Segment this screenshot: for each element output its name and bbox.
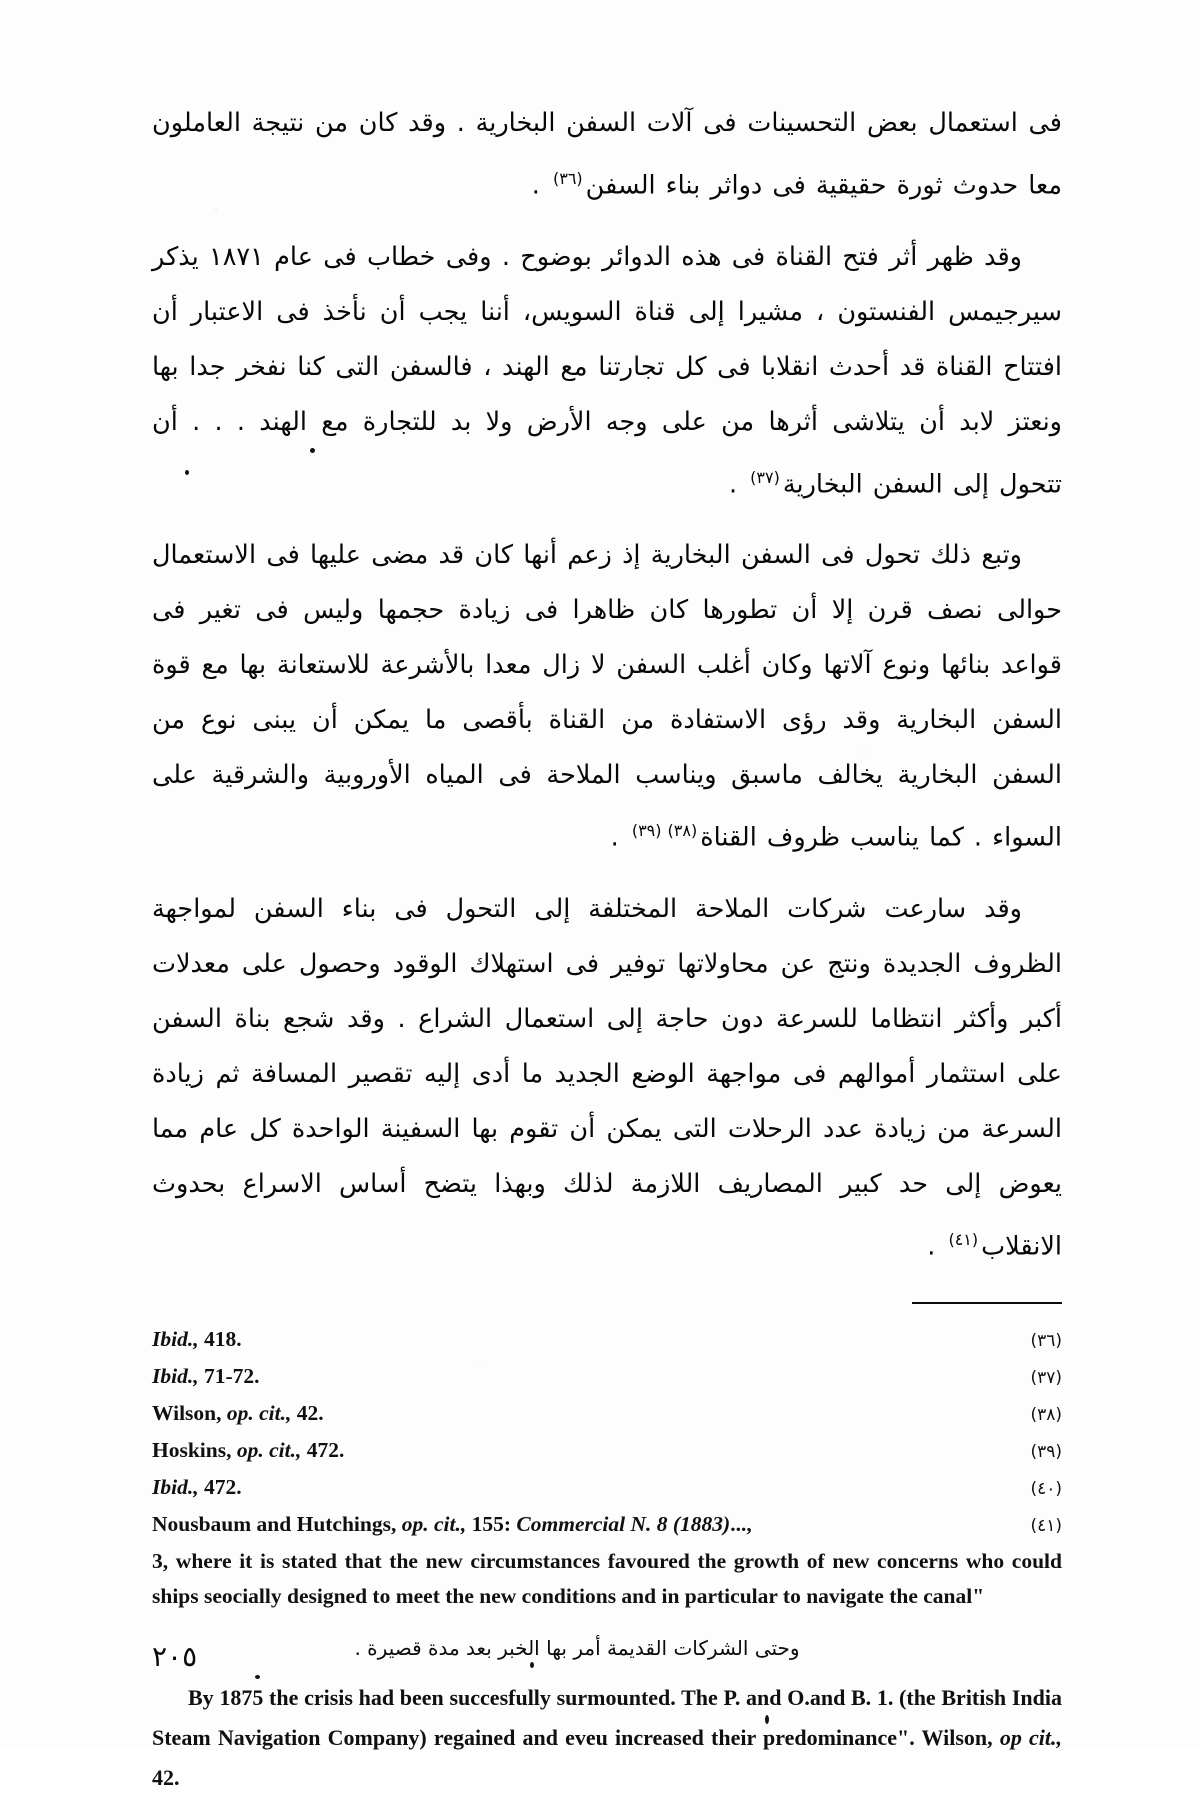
footnote-author: Nousbaum and Hutchings, xyxy=(152,1512,402,1536)
page-content xyxy=(152,96,1062,1798)
footnote-source-italic: op. cit., xyxy=(401,1512,467,1536)
footnote-number: (٣٧) xyxy=(1030,1368,1062,1388)
footnote-source-italic: Ibid., xyxy=(152,1364,199,1388)
footnote-source-italic: op. cit., xyxy=(236,1438,302,1462)
footnote-number: (٤١) xyxy=(1030,1516,1062,1536)
arabic-body-text xyxy=(152,96,1062,1274)
footnote-source-italic: op. cit., xyxy=(226,1401,292,1425)
footnote-text xyxy=(152,1396,324,1431)
paragraph-3-text: وتبع ذلك تحول فى السفن البخارية إذ زعم أنها كان قد مضى عليها فى الاستعمال حوالى نصف قرن إلا أن تطورها كان ظاهرا فى زيادة حجمها وليس فى تغير فى قواعد بنائها ونوع آلاتها وكان أغلب السفن لا زال معدا بالأشرعة للاستعانة بها مع قوة السفن البخارية وقد رؤى الاستفادة من القناة بأقصى ما يمكن أن يبنى نوع من السفن البخارية يخالف ماسبق ويناسب الملاحة فى المياه الأوروبية والشرقية على السواء . كما يناسب ظروف القناة xyxy=(152,540,1062,853)
body-paragraph-4: وقد سارعت شركات الملاحة المختلفة إلى التحول فى بناء السفن لمواجهة الظروف الجديدة ونتج عن محاولاتها توفير فى استهلاك الوقود وحصول على معدلات أكبر وأكثر انتظاما للسرعة دون حاجة إلى استعمال الشراع . وقد شجع بناة السفن على استثمار أموالهم فى مواجهة الوضع الجديد ما أدى إليه تقصير المسافة ثم زيادة السرعة من زيادة عدد الرحلات التى يمكن أن تقوم بها السفينة الواحدة كل عام مما يعوض إلى حد كبير المصاريف اللازمة لذلك وبهذا يتضح أساس الاسراع بحدوث الانقلاب$^{(٤١)}$ . xyxy=(152,893,1062,1261)
footnote-text xyxy=(152,1507,752,1542)
english-paragraph-citation-page: 42. xyxy=(152,1765,180,1790)
body-paragraph-3: وتبع ذلك تحول فى السفن البخارية إذ زعم أنها كان قد مضى عليها فى الاستعمال حوالى نصف قرن إلا أن تطورها كان ظاهرا فى زيادة حجمها وليس فى تغير فى قواعد بنائها ونوع آلاتها وكان أغلب السفن لا زال معدا بالأشرعة للاستعانة بها مع قوة السفن البخارية وقد رؤى الاستفادة من القناة بأقصى ما يمكن أن يبنى نوع من السفن البخارية يخالف ماسبق ويناسب الملاحة فى المياه الأوروبية والشرقية على السواء . كما يناسب ظروف القناة$^{(٣٨)(٣٩)}$ . xyxy=(152,540,1062,853)
footnote-arabic-note: وحتى الشركات القديمة أمر بها الخبر بعد مدة قصيرة . xyxy=(354,1636,800,1660)
footnote-text xyxy=(152,1322,242,1357)
english-paragraph-citation-italic: op cit., xyxy=(999,1725,1062,1750)
footnote-marker-39: (٣٩) xyxy=(631,821,662,840)
footnote-number: (٣٨) xyxy=(1030,1405,1062,1425)
footnote-page: 418. xyxy=(198,1327,242,1351)
english-paragraph-rest: and B. 1. (the British India Steam Navigation Company) regained and eveu increased their predominance". Wilson, xyxy=(152,1685,1062,1750)
paragraph-1-text: فى استعمال بعض التحسينات فى آلات السفن البخارية . وقد كان من نتيجة العاملون معا حدوث ثورة حقيقية فى دواثر بناء السفن xyxy=(152,108,1062,201)
body-paragraph-1: فى استعمال بعض التحسينات فى آلات السفن البخارية . وقد كان من نتيجة العاملون معا حدوث ثورة حقيقية فى دواثر بناء السفن$^{(٣٦)}$ . xyxy=(152,108,1062,201)
paragraph-2-text: وقد ظهر أثر فتح القناة فى هذه الدوائر بوضوح . وفى خطاب فى عام ١٨٧١ يذكر سيرجيمس الفنستون ، مشيرا إلى قناة السويس، أننا يجب أن نأخذ فى الاعتبار أن افتتاح القناة قد أحدث انقلابا فى كل تجارتنا مع الهند ، فالسفن التى كنا نفخر جدا بها ونعتز لابد أن يتلاشى أثرها من على وجه الأرض ولا بد للتجارة مع الهند . . . أن تتحول إلى السفن البخارية xyxy=(152,241,1062,499)
footnote-separator-wrap xyxy=(152,1302,1062,1314)
footnote-row xyxy=(152,1433,1062,1470)
footnote-number: (٣٦) xyxy=(1030,1331,1062,1351)
paragraph-4-text: وقد سارعت شركات الملاحة المختلفة إلى التحول فى بناء السفن لمواجهة الظروف الجديدة ونتج عن محاولاتها توفير فى استهلاك الوقود وحصول على معدلات أكبر وأكثر انتظاما للسرعة دون حاجة إلى استعمال الشراع . وقد شجع بناة السفن على استثمار أموالهم فى مواجهة الوضع الجديد ما أدى إليه تقصير المسافة ثم زيادة السرعة من زيادة عدد الرحلات التى يمكن أن تقوم بها السفينة الواحدة كل عام مما يعوض إلى حد كبير المصاريف اللازمة لذلك وبهذا يتضح أساس الاسراع بحدوث الانقلاب xyxy=(152,893,1062,1261)
footnote-continuation: 3, where it is stated that the new circumstances favoured the growth of new concerns who could ships seocially designed to meet the new conditions and in particular to navigate the canal" xyxy=(152,1549,1062,1608)
footnote-page: 155: xyxy=(466,1512,517,1536)
page-number: ٢٠٥ xyxy=(152,1640,198,1673)
footnote-page: 472. xyxy=(301,1438,345,1462)
footnote-text xyxy=(152,1359,260,1394)
footnote-page: 42. xyxy=(291,1401,324,1425)
footnote-author: Wilson, xyxy=(152,1401,227,1425)
footnote-marker-38: (٣٨) xyxy=(667,821,698,840)
footnote-row xyxy=(152,1470,1062,1507)
footnote-source-italic: Ibid., xyxy=(152,1475,199,1499)
footnote-row xyxy=(152,1322,1062,1359)
footnote-row xyxy=(152,1507,1062,1544)
footnote-marker-41: (٤١) xyxy=(948,1229,979,1249)
footnote-source-italic: Ibid., xyxy=(152,1327,199,1351)
footnote-number: (٣٩) xyxy=(1030,1442,1062,1462)
footnote-journal-italic: Commercial N. 8 (1883) xyxy=(516,1512,731,1536)
footnote-list xyxy=(152,1322,1062,1798)
footnote-marker-37: (٣٧) xyxy=(750,467,780,487)
footnote-row xyxy=(152,1359,1062,1396)
footnote-separator-rule xyxy=(912,1302,1062,1304)
footnote-marker-36: (٣٦) xyxy=(552,169,583,188)
footnote-text xyxy=(152,1470,242,1505)
footnote-author: Hoskins, xyxy=(152,1438,237,1462)
footnote-text xyxy=(152,1433,344,1468)
footnote-page: 71-72. xyxy=(198,1364,260,1388)
footnote-number: (٤٠) xyxy=(1030,1479,1062,1499)
footnote-journal-tail: ..., xyxy=(730,1512,752,1536)
body-paragraph-2: وقد ظهر أثر فتح القناة فى هذه الدوائر بوضوح . وفى خطاب فى عام ١٨٧١ يذكر سيرجيمس الفنستون ، مشيرا إلى قناة السويس، أننا يجب أن نأخذ فى الاعتبار أن افتتاح القناة قد أحدث انقلابا فى كل تجارتنا مع الهند ، فالسفن التى كنا نفخر جدا بها ونعتز لابد أن يتلاشى أثرها من على وجه الأرض ولا بد للتجارة مع الهند . . . أن تتحول إلى السفن البخارية$^{(٣٧)}$ . xyxy=(152,241,1062,499)
english-paragraph-lead: By 1875 the crisis had been succesfully surmounted. The P. and O. xyxy=(188,1685,810,1710)
footnote-page: 472. xyxy=(198,1475,242,1499)
footnote-english-paragraph xyxy=(152,1678,1062,1798)
footnote-row xyxy=(152,1396,1062,1433)
